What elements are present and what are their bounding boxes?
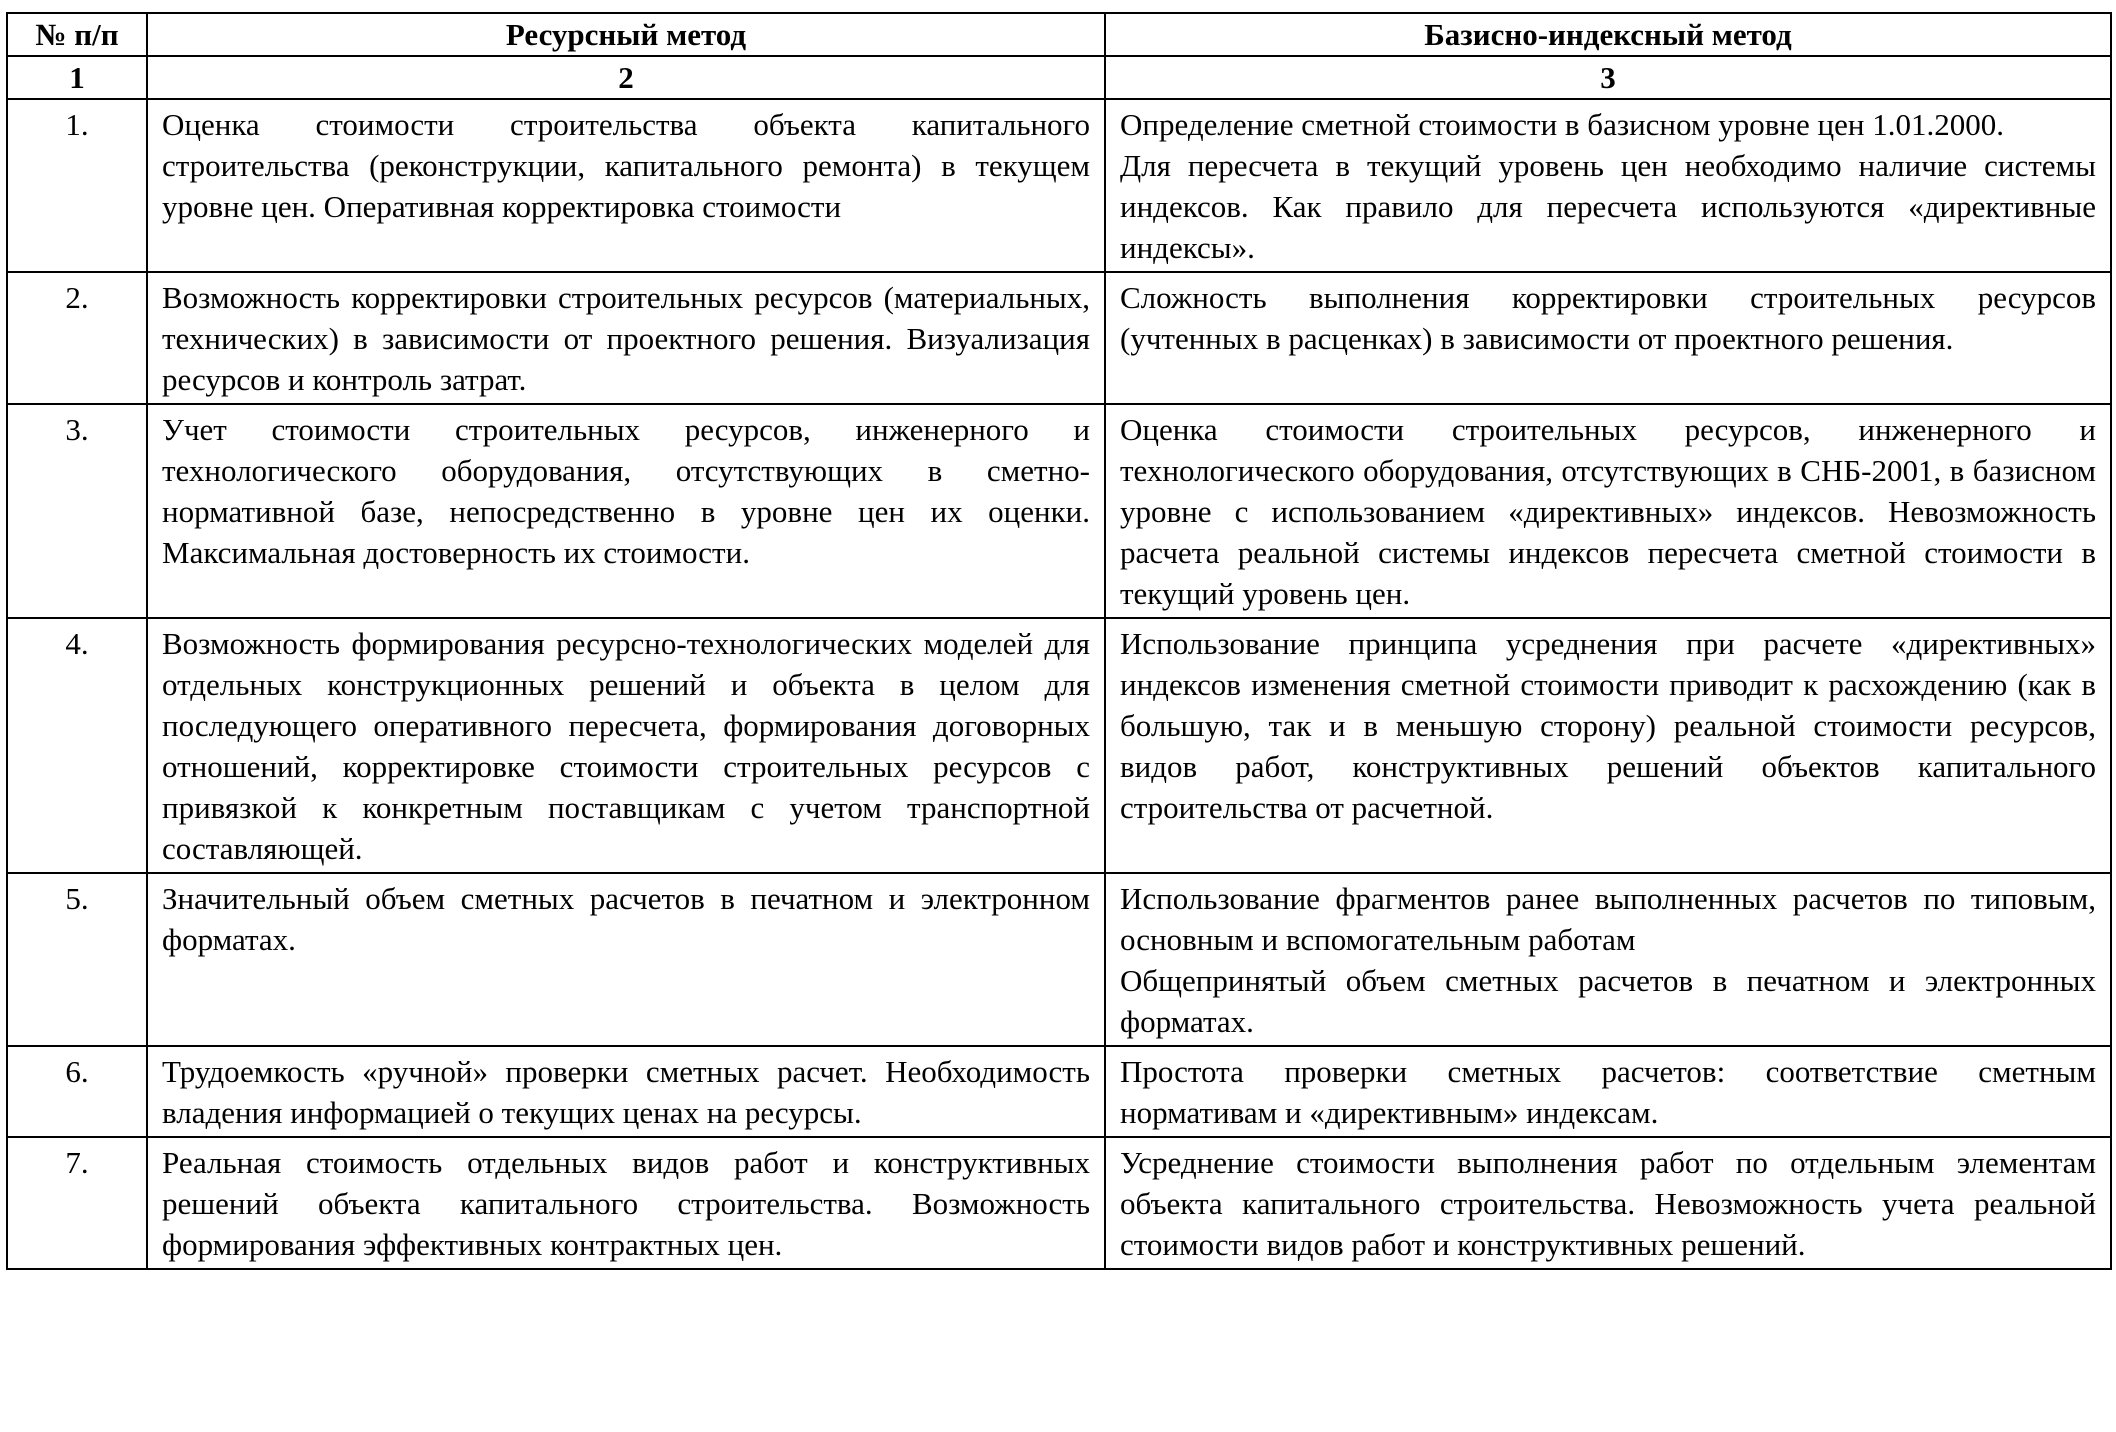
base-index-method-cell [1105,99,2111,272]
cell-paragraph: Реальная стоимость отдельных видов работ и конструктивных решений объекта капитального строительства. Возможность формирования эффективных контрактных цен. [162,1145,1090,1262]
header-base-index-method: Базисно-индексный метод [1105,13,2111,56]
resource-method-cell [147,272,1105,404]
resource-method-cell [147,404,1105,618]
table-row [7,272,2111,404]
base-index-method-cell [1105,1046,2111,1137]
column-number-3: 3 [1105,56,2111,99]
comparison-table [6,12,2112,1270]
cell-paragraph: Оценка стоимости строительных ресурсов, инженерного и технологического оборудования, отсутствующих в СНБ-2001, в базисном уровне с использованием «директивных» индексов. Невозможность расчета реальной системы индексов пересчета сметной стоимости в текущий уровень цен. [1120,412,2096,611]
base-index-method-cell [1105,404,2111,618]
base-index-method-cell [1105,873,2111,1046]
header-row [7,13,2111,56]
resource-method-cell [147,1137,1105,1269]
cell-paragraph: Значительный объем сметных расчетов в печатном и электронном форматах. [162,881,1090,957]
base-index-method-cell [1105,618,2111,873]
column-number-1: 1 [7,56,147,99]
cell-paragraph: Для пересчета в текущий уровень цен необходимо наличие системы индексов. Как правило для пересчета используются «директивные индексы». [1120,148,2096,265]
cell-paragraph: Возможность формирования ресурсно-технологических моделей для отдельных конструкционных решений и объекта в целом для последующего оперативного пересчета, формирования договорных отношений, корректировке стоимости строительных ресурсов с привязкой к конкретным поставщикам с учетом транспортной составляющей. [162,626,1090,866]
cell-paragraph: Сложность выполнения корректировки строительных ресурсов (учтенных в расценках) в зависимости от проектного решения. [1120,280,2096,356]
cell-paragraph: Использование принципа усреднения при расчете «директивных» индексов изменения сметной стоимости приводит к расхождению (как в большую, так и в меньшую сторону) реальной стоимости ресурсов, видов работ, конструктивных решений объектов капитального строительства от расчетной. [1120,626,2096,825]
resource-method-cell [147,618,1105,873]
cell-paragraph: Определение сметной стоимости в базисном уровне цен 1.01.2000. [1120,107,2004,142]
row-number: 7. [7,1137,147,1269]
cell-paragraph: Усреднение стоимости выполнения работ по отдельным элементам объекта капитального строительства. Невозможность учета реальной стоимости видов работ и конструктивных решений. [1120,1145,2096,1262]
column-number-row [7,56,2111,99]
row-number: 3. [7,404,147,618]
table-row [7,404,2111,618]
table-row [7,618,2111,873]
header-number-column: № п/п [7,13,147,56]
row-number: 4. [7,618,147,873]
table-row [7,99,2111,272]
cell-paragraph: Возможность корректировки строительных ресурсов (материальных, технических) в зависимости от проектного решения. Визуализация ресурсов и контроль затрат. [162,280,1090,397]
resource-method-cell [147,873,1105,1046]
row-number: 2. [7,272,147,404]
resource-method-cell [147,1046,1105,1137]
cell-paragraph: Использование фрагментов ранее выполненных расчетов по типовым, основным и вспомогательным работам [1120,881,2096,957]
table-row [7,873,2111,1046]
table-row [7,1137,2111,1269]
resource-method-cell [147,99,1105,272]
cell-paragraph: Простота проверки сметных расчетов: соответствие сметным нормативам и «директивным» индексам. [1120,1054,2096,1130]
row-number: 1. [7,99,147,272]
cell-paragraph: Трудоемкость «ручной» проверки сметных расчет. Необходимость владения информацией о текущих ценах на ресурсы. [162,1054,1090,1130]
table-row [7,1046,2111,1137]
base-index-method-cell [1105,272,2111,404]
table-body [7,99,2111,1269]
row-number: 6. [7,1046,147,1137]
column-number-2: 2 [147,56,1105,99]
row-number: 5. [7,873,147,1046]
cell-paragraph: Оценка стоимости строительства объекта капитального строительства (реконструкции, капитального ремонта) в текущем уровне цен. Оперативная корректировка стоимости [162,107,1090,224]
comparison-document [6,12,2110,1270]
cell-paragraph: Общепринятый объем сметных расчетов в печатном и электронных форматах. [1120,963,2096,1039]
cell-paragraph: Учет стоимости строительных ресурсов, инженерного и технологического оборудования, отсутствующих в сметно-нормативной базе, непосредственно в уровне цен их оценки. Максимальная достоверность их стоимости. [162,412,1090,570]
base-index-method-cell [1105,1137,2111,1269]
header-resource-method: Ресурсный метод [147,13,1105,56]
